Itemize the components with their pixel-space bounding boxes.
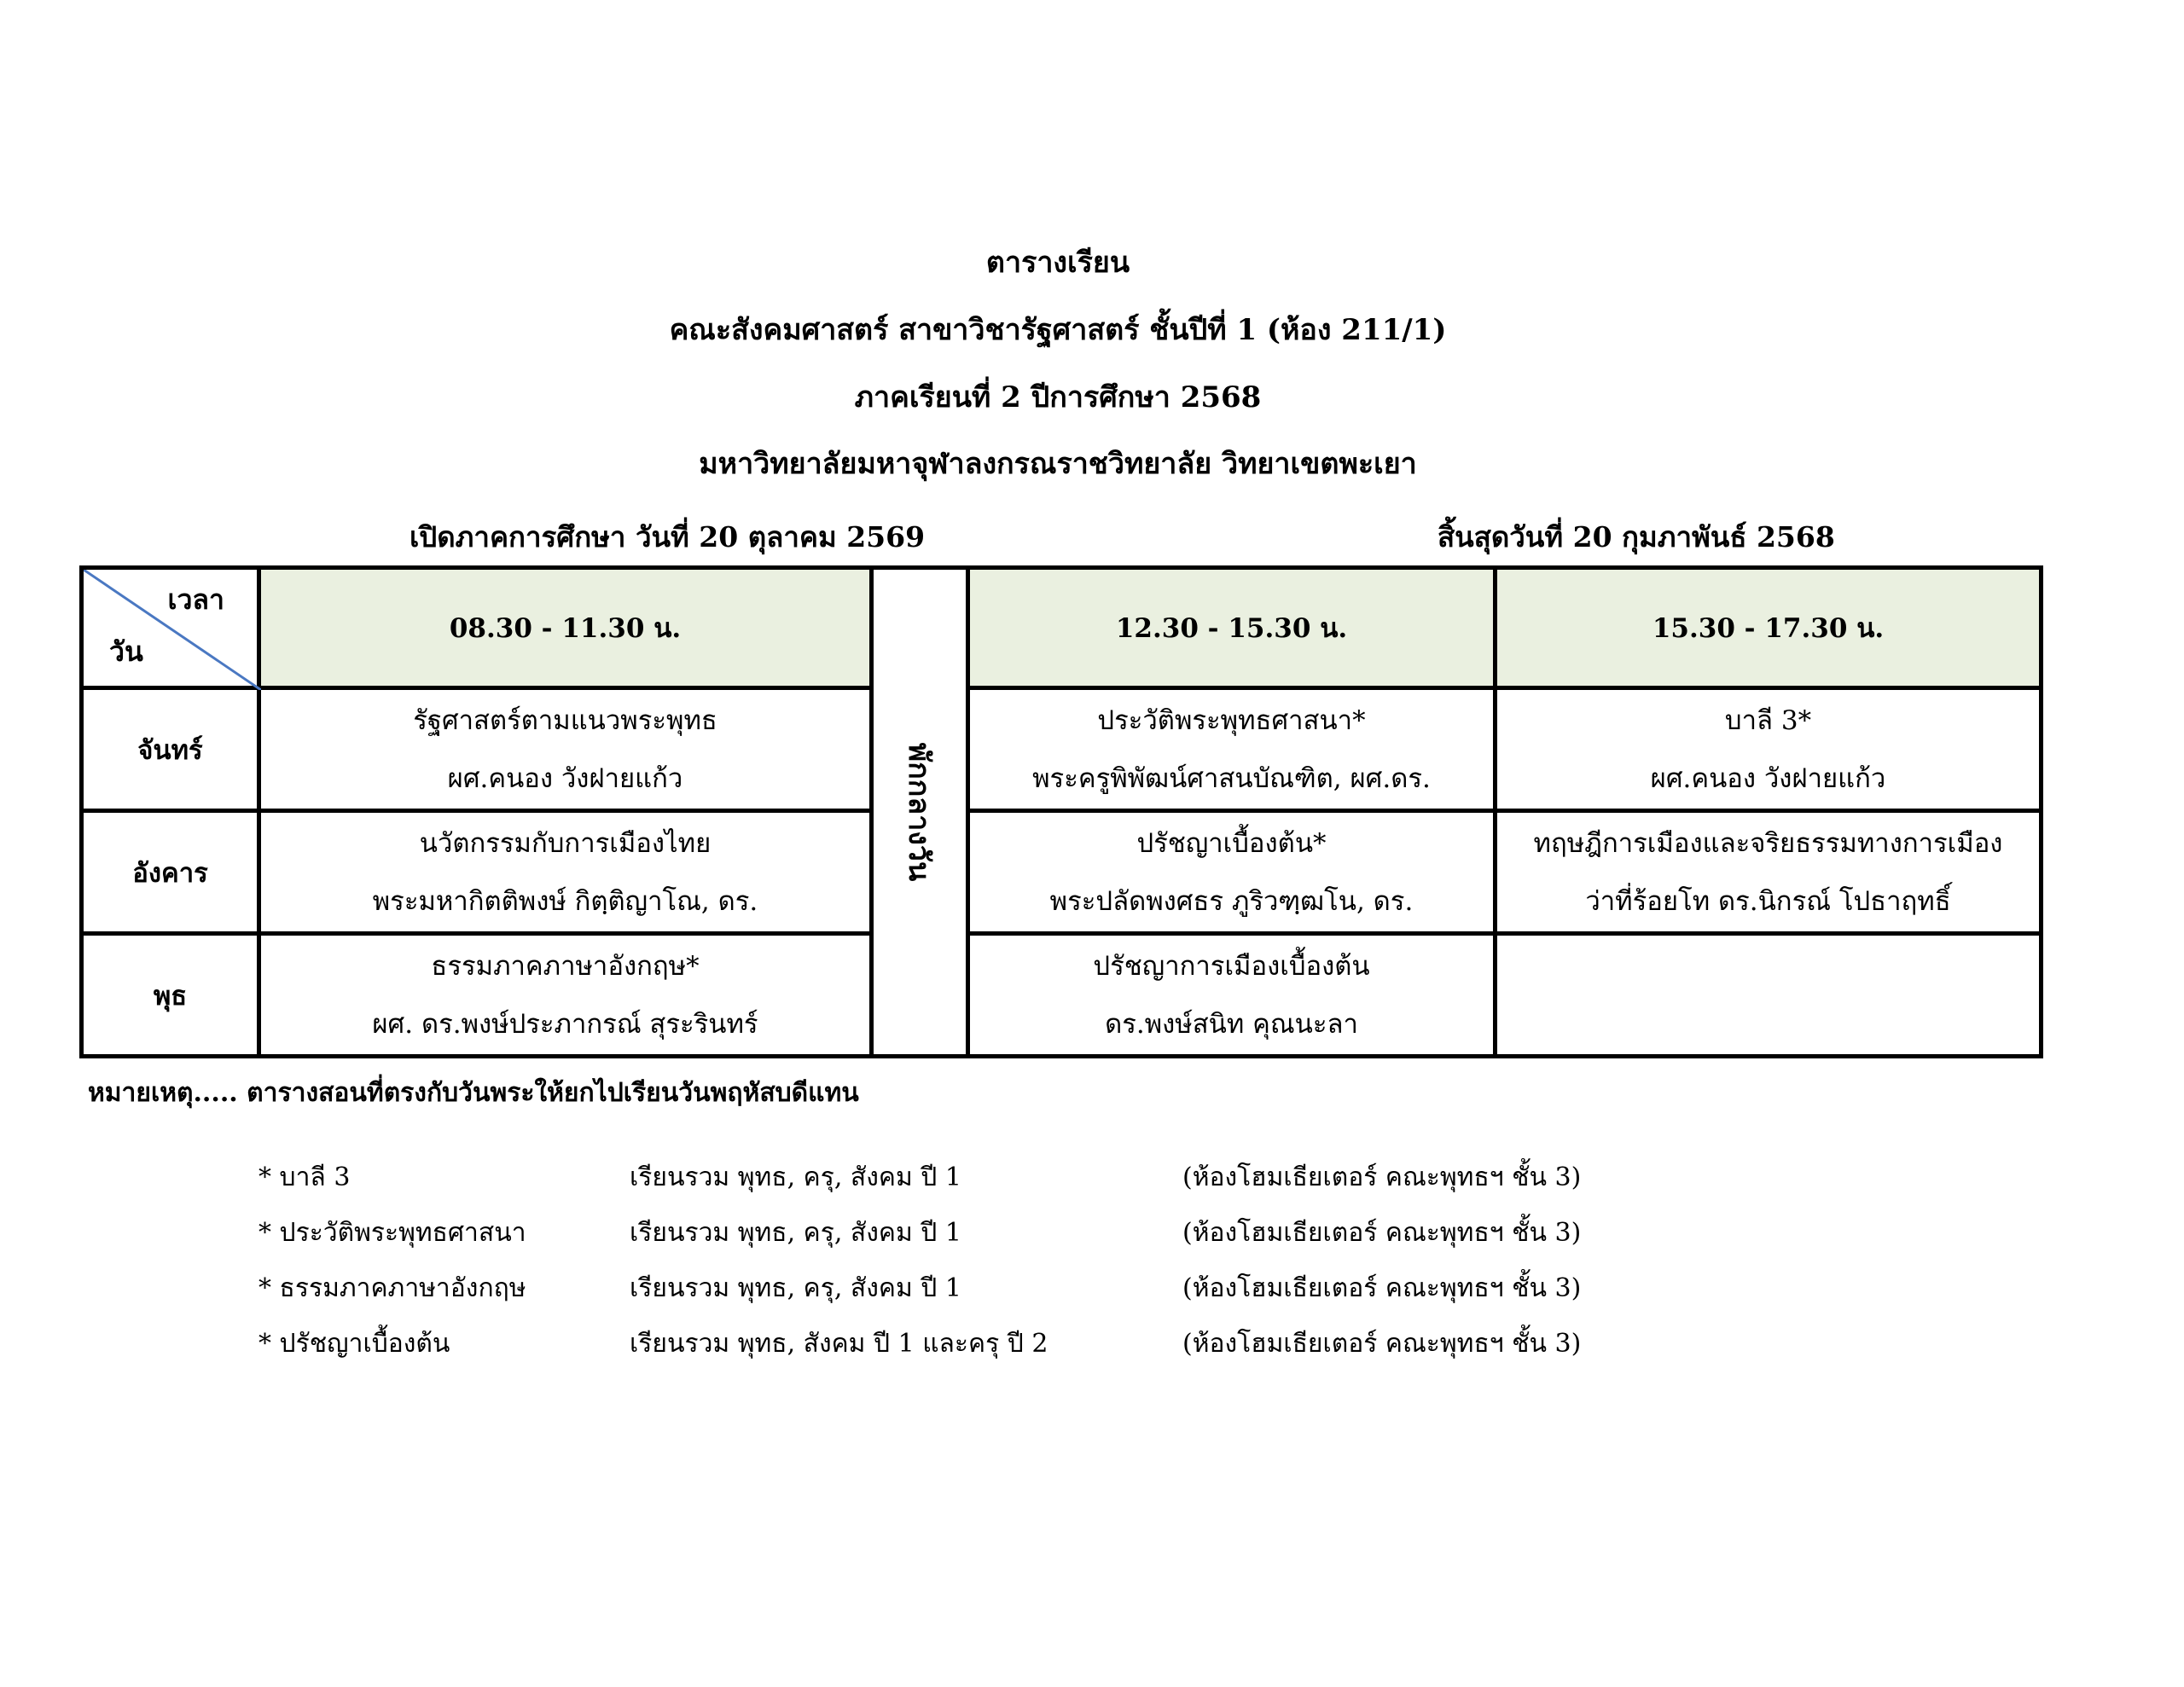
period-header-1: 08.30 - 11.30 น. (259, 568, 872, 688)
class-cell-empty (1496, 934, 2042, 1057)
faculty-line: คณะสังคมศาสตร์ สาขาวิชารัฐศาสตร์ ชั้นปีที่ 1 (ห้อง 211/1) (669, 313, 1447, 347)
teacher-name: พระปลัดพงศธร ภูริวฑฺฒโน, ดร. (1049, 885, 1414, 917)
corner-day-label: วัน (109, 635, 143, 668)
footnote-group: เรียนรวม พุทธ, ครุ, สังคม ปี 1 (630, 1162, 961, 1192)
lunch-break-cell (872, 568, 968, 1057)
course-name: ประวัติพระพุทธศาสนา* (1097, 704, 1366, 736)
table-row (82, 811, 2042, 934)
period-header-2: 12.30 - 15.30 น. (968, 568, 1496, 688)
course-name: นวัตกรรมกับการเมืองไทย (419, 827, 712, 859)
schedule-table (79, 565, 2043, 1058)
document-title: ตารางเรียน (985, 246, 1130, 280)
footnote-room: (ห้องโฮมเธียเตอร์ คณะพุทธฯ ชั้น 3) (1182, 1218, 1582, 1248)
teacher-name: ผศ.คนอง วังฝายแก้ว (447, 762, 683, 794)
day-cell: พุธ (82, 934, 259, 1057)
university-line: มหาวิทยาลัยมหาจุฬาลงกรณราชวิทยาลัย วิทยาเขตพะเยา (699, 447, 1417, 481)
class-cell (259, 934, 872, 1057)
semester-line: ภาคเรียนที่ 2 ปีการศึกษา 2568 (854, 380, 1262, 415)
class-cell (968, 934, 1496, 1057)
class-cell (1496, 688, 2042, 811)
day-cell: จันทร์ (82, 688, 259, 811)
period-header-3: 15.30 - 17.30 น. (1496, 568, 2042, 688)
footnote-subject: * ธรรมภาคภาษาอังกฤษ (258, 1273, 526, 1303)
class-cell (259, 811, 872, 934)
class-cell (968, 688, 1496, 811)
course-name: บาลี 3* (1724, 704, 1812, 736)
course-name: ปรัชญาเบื้องต้น* (1136, 827, 1327, 859)
semester-open-date: เปิดภาคการศึกษา วันที่ 20 ตุลาคม 2569 (410, 520, 926, 554)
teacher-name: ดร.พงษ์สนิท คุณนะลา (1105, 1008, 1358, 1040)
footnote-subject: * ประวัติพระพุทธศาสนา (258, 1218, 526, 1248)
teacher-name: ว่าที่ร้อยโท ดร.นิกรณ์ โปธาฤทธิ์ (1585, 885, 1951, 917)
teacher-name: ผศ. ดร.พงษ์ประภากรณ์ สุระรินทร์ (372, 1008, 758, 1040)
footnote-group: เรียนรวม พุทธ, สังคม ปี 1 และครุ ปี 2 (630, 1329, 1048, 1359)
teacher-name: พระมหากิตติพงษ์ กิตฺติญาโณ, ดร. (372, 885, 758, 917)
day-cell: อังคาร (82, 811, 259, 934)
table-row (82, 934, 2042, 1057)
course-name: ทฤษฎีการเมืองและจริยธรรมทางการเมือง (1533, 827, 2003, 859)
footnote-room: (ห้องโฮมเธียเตอร์ คณะพุทธฯ ชั้น 3) (1182, 1273, 1582, 1303)
teacher-name: พระครูพิพัฒน์ศาสนบัณฑิต, ผศ.ดร. (1032, 762, 1431, 794)
footnote-subject: * บาลี 3 (258, 1162, 351, 1192)
footnote-room: (ห้องโฮมเธียเตอร์ คณะพุทธฯ ชั้น 3) (1182, 1162, 1582, 1192)
footnote-group: เรียนรวม พุทธ, ครุ, สังคม ปี 1 (630, 1218, 961, 1248)
course-name: ปรัชญาการเมืองเบื้องต้น (1093, 950, 1370, 982)
corner-time-label: เวลา (167, 583, 224, 616)
table-header-row (82, 568, 2042, 688)
table-row (82, 688, 2042, 811)
teacher-name: ผศ.คนอง วังฝายแก้ว (1650, 762, 1886, 794)
semester-close-date: สิ้นสุดวันที่ 20 กุมภาพันธ์ 2568 (1438, 520, 1835, 554)
remark-note: หมายเหตุ..... ตารางสอนที่ตรงกับวันพระให้ยกไปเรียนวันพฤหัสบดีแทน (88, 1078, 859, 1108)
footnote-subject: * ปรัชญาเบื้องต้น (258, 1329, 450, 1359)
course-name: รัฐศาสตร์ตามแนวพระพุทธ (413, 704, 717, 736)
corner-cell (82, 568, 259, 688)
lunch-break-label: พักกลางวัน (902, 742, 936, 882)
class-cell (259, 688, 872, 811)
footnote-room: (ห้องโฮมเธียเตอร์ คณะพุทธฯ ชั้น 3) (1182, 1329, 1582, 1359)
course-name: ธรรมภาคภาษาอังกฤษ* (431, 950, 700, 982)
footnote-group: เรียนรวม พุทธ, ครุ, สังคม ปี 1 (630, 1273, 961, 1303)
class-cell (1496, 811, 2042, 934)
class-cell (968, 811, 1496, 934)
